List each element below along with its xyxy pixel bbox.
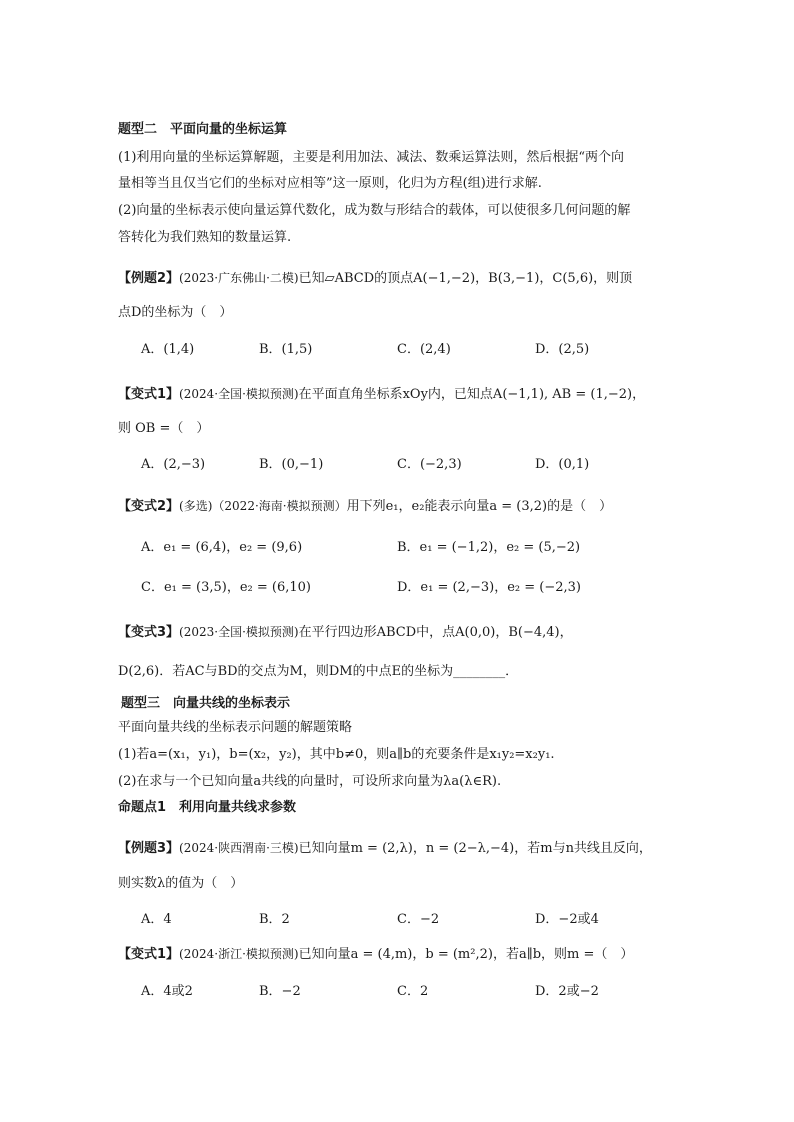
variant-1-line-a [118, 384, 734, 405]
option-a[interactable]: A．4 [141, 912, 172, 927]
paragraph-line: (1)若a=(x₁，y₁)，b=(x₂，y₂)，其中b≠0，则a∥b的充要条件是x₁y₂=x₂y₁. [118, 747, 555, 762]
example-label: 【例题3】 [118, 841, 180, 856]
example-label: 【例题2】 [118, 271, 180, 286]
option-d[interactable]: D．(0,1) [535, 457, 590, 472]
option-d[interactable]: D．−2或4 [535, 912, 599, 927]
paragraph-line: 量相等当且仅当它们的坐标对应相等”这一原则，化归为方程(组)进行求解. [118, 176, 542, 191]
option-b[interactable]: B．−2 [259, 984, 301, 999]
option-c[interactable]: C．e₁ = (3,5)，e₂ = (6,10) [141, 580, 311, 595]
option-b[interactable]: B．(0,−1) [259, 457, 324, 472]
variant-3-line-a [118, 622, 734, 643]
paragraph-line: 平面向量共线的坐标表示问题的解题策略 [118, 720, 353, 735]
option-b[interactable]: B．e₁ = (−1,2)，e₂ = (5,−2) [397, 540, 581, 555]
variant-1-line-b: 则 OB =（ ） [118, 421, 210, 436]
question-text: 在平行四边形ABCD中，点A(0,0)，B(−4,4)， [298, 625, 573, 640]
section-title-3: 题型三 向量共线的坐标表示 [121, 696, 291, 711]
paragraph-line: (2)在求与一个已知向量a共线的向量时，可设所求向量为λa(λ∈R). [118, 774, 502, 789]
source-tag: (2024·全国·模拟预测) [179, 387, 299, 401]
option-d[interactable]: D．2或−2 [535, 984, 599, 999]
example-label: 【变式1】 [118, 947, 180, 962]
example-label: 【变式1】 [118, 387, 180, 402]
option-a[interactable]: A．e₁ = (6,4)，e₂ = (9,6) [141, 540, 303, 555]
source-tag: (多选)（2022·海南·模拟预测） [179, 499, 347, 513]
option-c[interactable]: C．2 [397, 984, 429, 999]
option-a[interactable]: A．(1,4) [141, 342, 195, 357]
variant-3-line-b: D(2,6)．若AC与BD的交点为M，则DM的中点E的坐标为________． [118, 664, 519, 679]
question-text: 已知向量a = (4,m)，b = (m²,2)，若a∥b，则m =（ ） [298, 947, 634, 962]
option-a[interactable]: A．(2,−3) [141, 457, 206, 472]
source-tag: (2023·广东佛山·二模) [179, 271, 299, 285]
option-c[interactable]: C．−2 [397, 912, 440, 927]
subtitle: 命题点1 利用向量共线求参数 [118, 800, 297, 815]
source-tag: (2024·陕西渭南·三模) [179, 841, 299, 855]
example-2-line-a [118, 268, 734, 289]
example-3-line-a [118, 838, 734, 859]
example-3-line-b: 则实数λ的值为（ ） [118, 876, 244, 891]
option-a[interactable]: A．4或2 [141, 984, 193, 999]
example-label: 【变式3】 [118, 625, 180, 640]
question-text: 已知▱ABCD的顶点A(−1,−2)，B(3,−1)，C(5,6)，则顶 [298, 271, 633, 286]
example-label: 【变式2】 [118, 499, 180, 514]
option-c[interactable]: C．(2,4) [397, 342, 451, 357]
question-text: 已知向量m = (2,λ)，n = (2−λ,−4)，若m与n共线且反向， [298, 841, 652, 856]
section-title-2: 题型二 平面向量的坐标运算 [118, 122, 288, 137]
paragraph-line: (1)利用向量的坐标运算解题，主要是利用加法、减法、数乘运算法则，然后根据“两个向 [118, 150, 625, 165]
variant-2-line-a [118, 496, 734, 517]
option-b[interactable]: B．2 [259, 912, 290, 927]
option-d[interactable]: D．e₁ = (2,−3)，e₂ = (−2,3) [397, 580, 581, 595]
example-2-line-b: 点D的坐标为（ ） [118, 305, 233, 320]
paragraph-line: (2)向量的坐标表示使向量运算代数化，成为数与形结合的载体，可以使很多几何问题的解 [118, 203, 631, 218]
source-tag: (2024·浙江·模拟预测) [179, 947, 299, 961]
option-b[interactable]: B．(1,5) [259, 342, 313, 357]
question-text: 在平面直角坐标系xOy内，已知点A(−1,1), AB = (1,−2)， [298, 387, 646, 402]
variant-1b-line-a [118, 944, 734, 965]
question-text: 用下列e₁，e₂能表示向量a = (3,2)的是（ ） [346, 499, 613, 514]
option-d[interactable]: D．(2,5) [535, 342, 590, 357]
source-tag: (2023·全国·模拟预测) [179, 625, 299, 639]
paragraph-line: 答转化为我们熟知的数量运算. [118, 230, 292, 245]
option-c[interactable]: C．(−2,3) [397, 457, 462, 472]
